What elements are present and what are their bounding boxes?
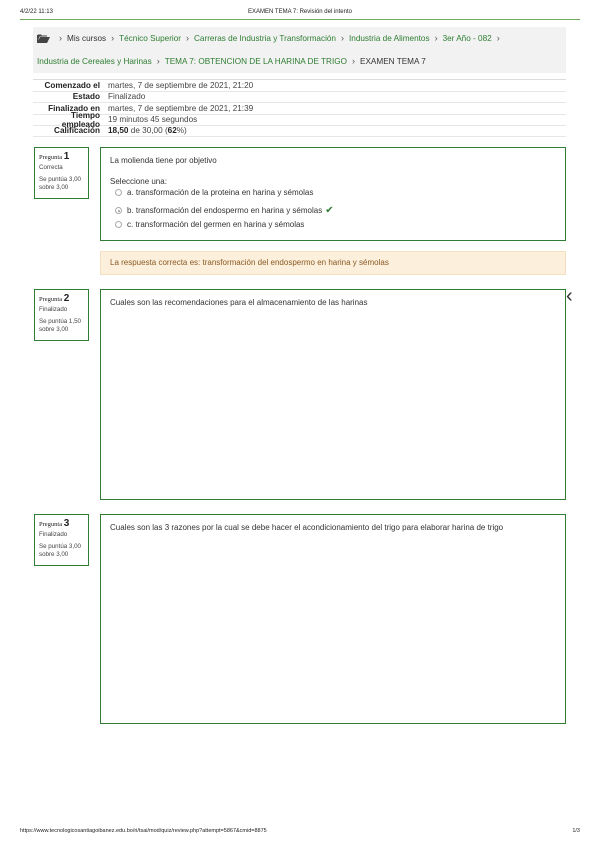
question-info [34,147,89,199]
question-content [100,147,566,241]
question-number [39,151,84,162]
option-label: c. transformación del germen en harina y sémolas [127,220,305,229]
summary-row [33,79,566,91]
breadcrumb [33,27,566,73]
answer-option-a[interactable] [115,188,313,197]
summary-value: martes, 7 de septiembre de 2021, 21:20 [108,80,254,90]
question-label: Pregunta [39,154,63,161]
summary-label: Estado [72,92,100,102]
grade-paren-open: ( [164,126,168,136]
grade-of: de 30,00 [130,126,163,136]
breadcrumb-separator: › [59,33,62,43]
check-icon: ✔ [325,205,334,216]
summary-value: 19 minutos 45 segundos [108,115,198,125]
breadcrumb-separator: › [341,33,344,43]
breadcrumb-mis-cursos[interactable]: Mis cursos [67,33,107,43]
breadcrumb-separator: › [496,33,500,43]
footer-url: https://www.tecnologicosantiagoibanez.edu.bo/ri/tsai/mod/quiz/review.php?attempt=5867&cmid=8875 [20,828,267,834]
grade-paren-close: %) [176,126,187,136]
grade-value [108,126,187,135]
option-label: a. transformación de la proteina en harina y sémolas [127,188,314,197]
breadcrumb-separator: › [156,56,160,66]
attempt-summary [33,79,566,137]
breadcrumb-industria-alimentos[interactable]: Industria de Alimentos [349,33,430,43]
summary-value: Finalizado [108,92,146,102]
question-state: Finalizado [39,306,68,313]
question-prompt: Seleccione una: [110,177,167,186]
grade-percent: 62 [167,126,177,136]
question-grade: Se puntúa 1,50 sobre 3,00 [39,318,81,334]
summary-row [33,102,566,114]
breadcrumb-separator: › [186,33,190,43]
answer-option-c[interactable] [115,220,304,229]
question-number [39,293,84,304]
right-answer-feedback: La respuesta correcta es: transformación del endospermo en harina y sémolas [100,251,566,275]
print-datetime: 4/2/22 11:13 [20,9,53,15]
question-number-value: 3 [63,518,70,529]
question-text: Cuales son las recomendaciones para el almacenamiento de las harinas [110,298,368,307]
print-title: EXAMEN TEMA 7: Revisión del intento [248,9,352,15]
question-label: Pregunta [39,521,63,528]
summary-value: martes, 7 de septiembre de 2021, 21:39 [108,103,254,113]
breadcrumb-separator: › [434,33,438,43]
header-divider [20,19,580,20]
question-number-value: 2 [63,293,70,304]
question-info [34,289,89,341]
summary-label: Comenzado el [44,80,100,90]
question-number-value: 1 [63,151,70,162]
summary-row [33,110,566,129]
chevron-left-icon[interactable]: ‹ [566,285,573,307]
question-state: Correcta [39,164,63,171]
grade-score: 18,50 [108,126,129,136]
summary-label: Finalizado en [48,103,100,113]
question-grade: Se puntúa 3,00 sobre 3,00 [39,176,81,192]
answer-option-b[interactable] [115,205,334,216]
breadcrumb-tema7[interactable]: TEMA 7: OBTENCION DE LA HARINA DE TRIGO [164,56,347,66]
breadcrumb-tecnico-superior[interactable]: Técnico Superior [119,33,182,43]
breadcrumb-carreras[interactable]: Carreras de Industria y Transformación [194,33,336,43]
question-info [34,514,89,566]
breadcrumb-current: EXAMEN TEMA 7 [359,56,426,66]
question-text: La molienda tiene por objetivo [110,156,217,165]
breadcrumb-industria-cereales[interactable]: Industria de Cereales y Harinas [37,56,152,66]
question-state: Finalizado [39,531,68,538]
question-text: Cuales son las 3 razones por la cual se debe hacer el acondicionamiento del trigo para elaborar harina de trigo [110,523,504,532]
question-content [100,514,566,724]
breadcrumb-separator: › [351,56,355,66]
breadcrumb-tercer-anio[interactable]: 3er Año - 082 [442,33,492,43]
radio-button-selected[interactable] [115,207,122,214]
summary-row-grade [33,125,566,137]
question-grade: Se puntúa 3,00 sobre 3,00 [39,543,81,559]
breadcrumb-separator: › [111,33,115,43]
radio-button[interactable] [115,189,122,196]
question-label: Pregunta [39,296,63,303]
question-content [100,289,566,500]
folder-icon[interactable] [37,34,50,43]
summary-row [33,91,566,103]
radio-button[interactable] [115,221,122,228]
option-label: b. transformación del endospermo en harina y sémolas [127,206,323,215]
grade-label: Calificación [54,126,100,136]
footer-page: 1/3 [572,828,580,834]
summary-label: Tiempo empleado [61,110,100,129]
question-number [39,518,84,529]
